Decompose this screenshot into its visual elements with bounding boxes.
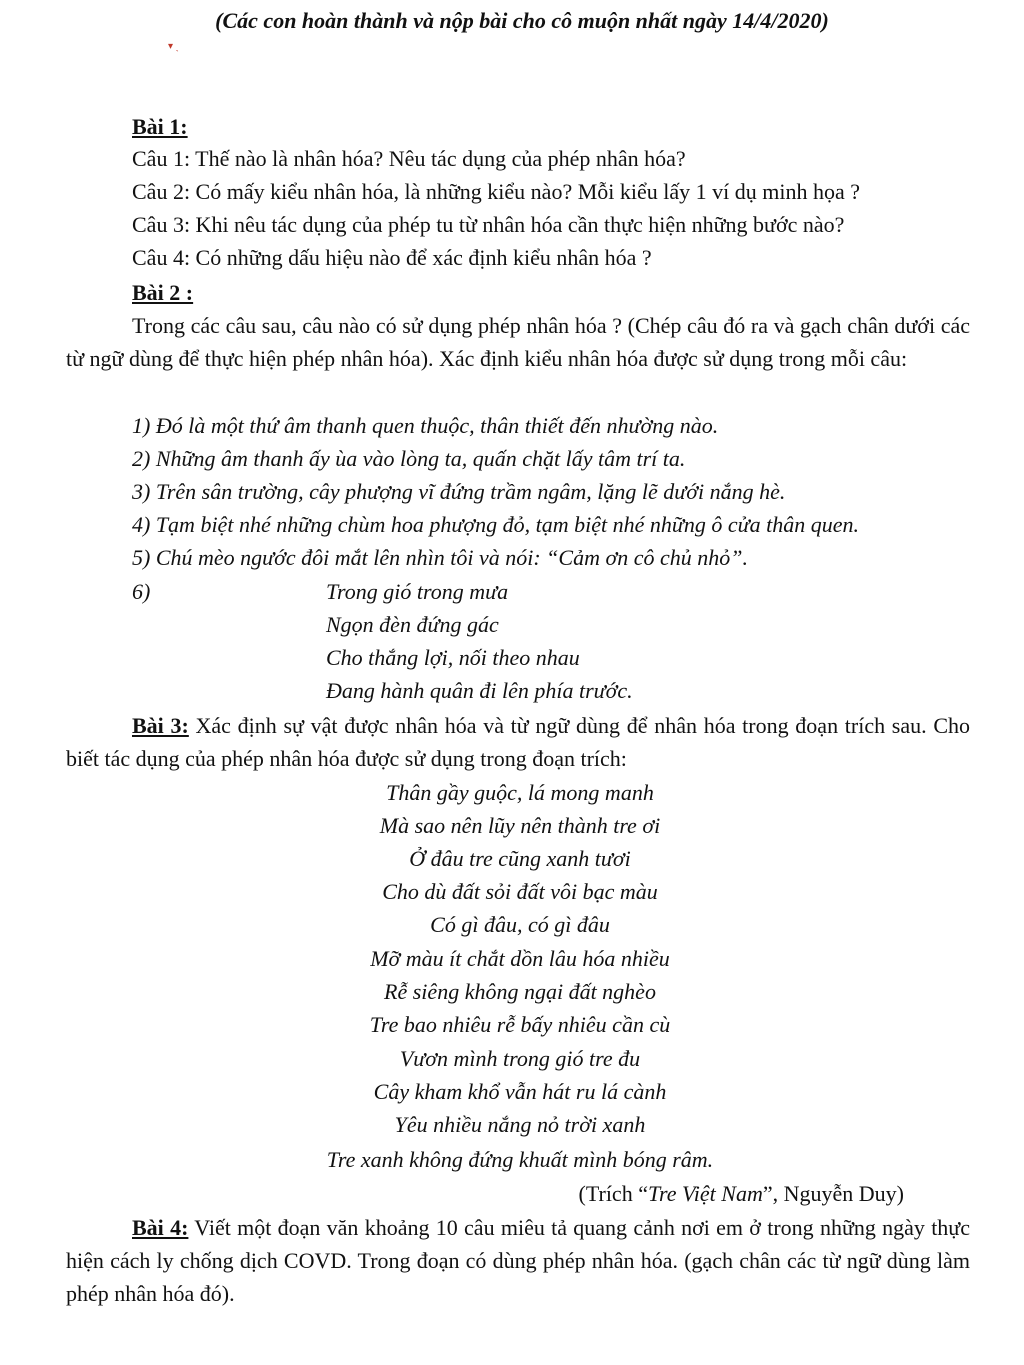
poem-line: Vươn mình trong gió tre đu [399,1046,641,1071]
poem-line: Cho dù đất sỏi đất vôi bạc màu [382,879,658,904]
bai2-intro [66,309,970,375]
bai2-item-3: 3) Trên sân trường, cây phượng vĩ đứng trầm ngâm, lặng lẽ dưới nắng hè. [132,479,786,504]
bai2-item-4: 4) Tạm biệt nhé những chùm hoa phượng đỏ, tạm biệt nhé những ô cửa thân quen. [132,512,859,537]
poem-line: Tre bao nhiêu rễ bấy nhiêu cần cù [369,1012,671,1037]
bai2-item-2: 2) Những âm thanh ấy ùa vào lòng ta, quấn chặt lấy tâm trí ta. [132,446,686,471]
poem-line: Thân gầy guộc, lá mong manh [386,780,654,805]
bai2-item-6-number: 6) [132,579,151,604]
source-prefix: (Trích “ [578,1181,648,1206]
bai2-item-6-line: Đang hành quân đi lên phía trước. [326,678,633,703]
bai2-title: Bài 2 : [132,280,194,305]
bai2-item-6-line: Ngọn đèn đứng gác [326,612,499,637]
source-title: Tre Việt Nam [647,1181,763,1206]
bai1-question-4: Câu 4: Có những dấu hiệu nào để xác định kiểu nhân hóa ? [132,245,652,270]
poem-line: Cây kham khổ vẫn hát ru lá cành [373,1079,667,1104]
bai2-item-6-line: Trong gió trong mưa [326,579,509,604]
bai1-title: Bài 1: [132,114,188,139]
bai4-text: Viết một đoạn văn khoảng 10 câu miêu tả quang cảnh nơi em ở trong những ngày thực hiện cách ly chống dịch COVD. Trong đoạn có dùng phép nhân hóa. (gạch chân các từ ngữ dùng làm phép nhân hóa đó). [66,1215,970,1306]
poem-line: Yêu nhiều nắng nỏ trời xanh [394,1112,646,1137]
poem-line: Tre xanh không đứng khuất mình bóng râm. [326,1147,714,1172]
bai2-item-1: 1) Đó là một thứ âm thanh quen thuộc, thân thiết đến nhường nào. [132,413,719,438]
poem-line: Mà sao nên lũy nên thành tre ơi [379,813,661,838]
poem-source [579,1177,905,1210]
deadline-note: (Các con hoàn thành và nộp bài cho cô muộn nhất ngày 14/4/2020) [215,8,829,33]
bai4-title: Bài 4: [132,1215,189,1240]
bai3-text: Xác định sự vật được nhân hóa và từ ngữ dùng để nhân hóa trong đoạn trích sau. Cho biết tác dụng của phép nhân hóa được sử dụng trong đoạn trích: [66,713,970,771]
poem-line: Ở đâu tre cũng xanh tươi [409,846,631,871]
poem-line: Mỡ màu ít chắt dồn lâu hóa nhiều [370,946,670,971]
bai3-prompt [66,709,970,775]
poem-line: Có gì đâu, có gì đâu [430,912,610,937]
bai1-question-3: Câu 3: Khi nêu tác dụng của phép tu từ nhân hóa cần thực hiện những bước nào? [132,212,845,237]
bai2-item-5: 5) Chú mèo ngước đôi mắt lên nhìn tôi và nói: “Cảm ơn cô chủ nhỏ”. [132,545,748,570]
bai3-title: Bài 3: [132,713,189,738]
source-suffix: ”, Nguyễn Duy) [762,1181,904,1206]
bai2-item-6-line: Cho thắng lợi, nối theo nhau [326,645,580,670]
bai1-question-2: Câu 2: Có mấy kiểu nhân hóa, là những kiểu nào? Mỗi kiểu lấy 1 ví dụ minh họa ? [132,179,861,204]
bai2-intro-text: Trong các câu sau, câu nào có sử dụng phép nhân hóa ? (Chép câu đó ra và gạch chân dưới các từ ngữ dùng để thực hiện phép nhân hóa). Xác định kiểu nhân hóa được sử dụng trong mỗi câu: [66,313,970,371]
bai1-question-1: Câu 1: Thế nào là nhân hóa? Nêu tác dụng của phép nhân hóa? [132,146,686,171]
poem-line: Rễ siêng không ngại đất nghèo [384,979,656,1004]
bai4-prompt [66,1211,970,1310]
red-marks: ▾ ˎ [168,41,179,52]
